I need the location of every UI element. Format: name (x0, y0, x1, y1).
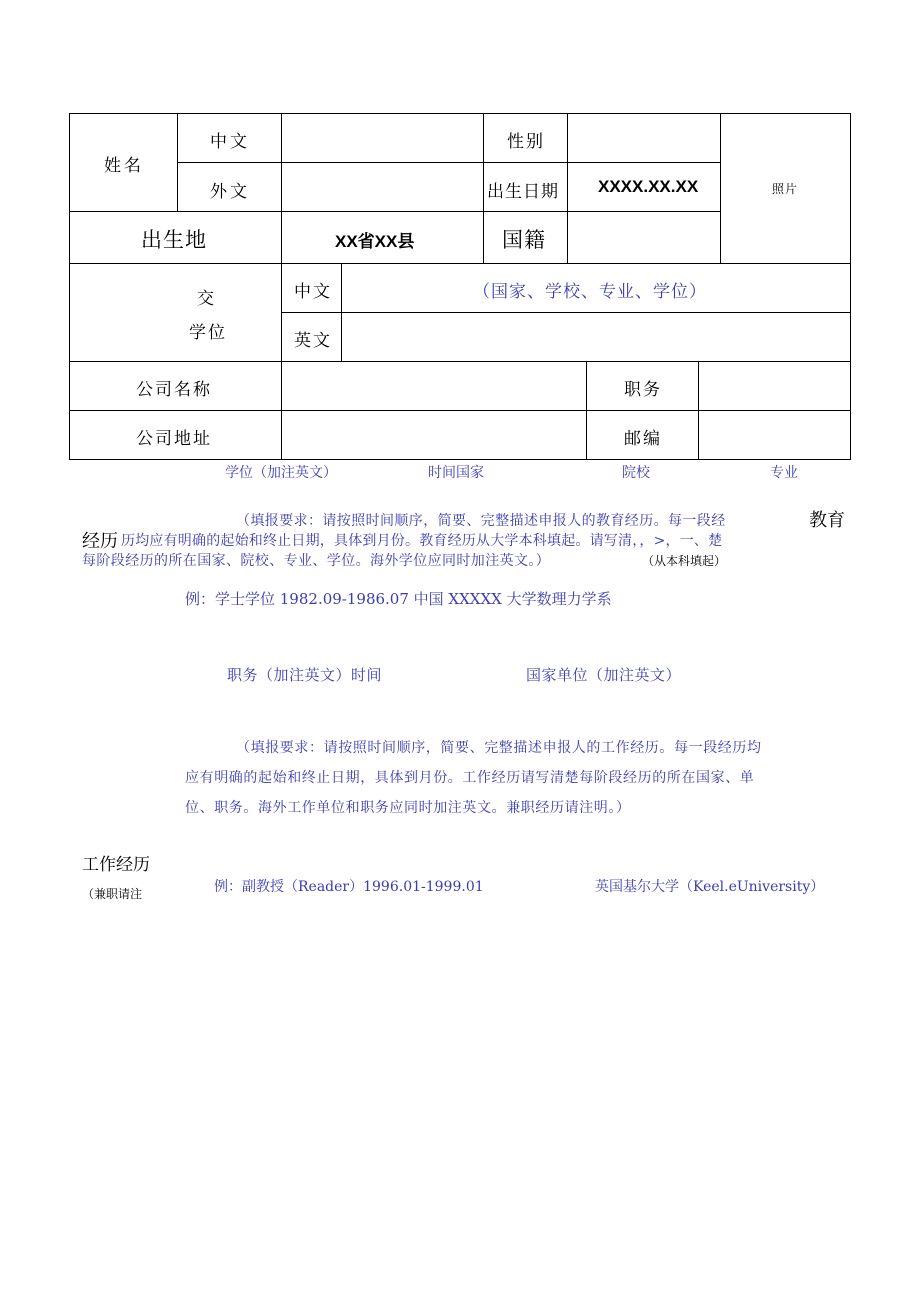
form-grid (69, 113, 851, 460)
foreign-name-label: 外文 (210, 182, 250, 202)
degree-english-input[interactable] (342, 313, 850, 361)
birthplace-value[interactable]: XX省XX县 (335, 232, 415, 251)
degree-label-line2: 学位 (189, 323, 227, 343)
nationality-input[interactable] (568, 212, 720, 263)
edu-req-line3: 每阶段经历的所在国家、院校、专业、学位。海外学位应同时加注英文。） (82, 553, 551, 569)
company-address-label: 公司地址 (136, 429, 212, 449)
work-example-left: 例：副教授（Reader）1996.01-1999.01 (214, 879, 484, 895)
chinese-name-input[interactable] (282, 114, 483, 162)
position-input[interactable] (699, 362, 850, 410)
work-req-line2: 应有明确的起始和终止日期，具体到月份。工作经历请写清楚每阶段经历的所在国家、单 (185, 770, 755, 786)
edu-col-time-country: 时间国家 (428, 465, 484, 481)
birthplace-label: 出生地 (141, 228, 207, 252)
birthdate-value[interactable]: XXXX.XX.XX (598, 177, 699, 196)
edu-col-school: 院校 (622, 465, 650, 481)
company-name-label: 公司名称 (136, 380, 212, 400)
name-label: 姓名 (104, 156, 144, 176)
work-req-line1: （填报要求：请按照时间顺序，简要、完整描述申报人的工作经历。每一段经历均 (236, 740, 762, 756)
nationality-label: 国籍 (502, 228, 546, 252)
degree-chinese-label: 中文 (294, 282, 332, 302)
company-name-input[interactable] (282, 362, 586, 410)
edu-example: 例：学士学位 1982.09-1986.07 中国 XXXXX 大学数理力学系 (185, 590, 612, 608)
work-col-country-unit: 国家单位（加注英文） (526, 666, 682, 684)
edu-col-degree: 学位（加注英文） (225, 465, 337, 481)
gender-input[interactable] (568, 114, 720, 162)
foreign-name-input[interactable] (282, 163, 483, 211)
degree-english-label: 英文 (294, 331, 332, 351)
edu-req-line2: 历均应有明确的起始和终止日期，具体到月份。教育经历从大学本科填起。请写清，，>，一、楚 (121, 533, 723, 549)
edu-req-line1: （填报要求：请按照时间顺序，简要、完整描述申报人的教育经历。每一段经 (236, 513, 726, 529)
edu-req-big2: 经历 (82, 531, 118, 552)
degree-label-line1: 交 (197, 289, 214, 309)
work-col-position-time: 职务（加注英文）时间 (227, 666, 383, 684)
chinese-name-label: 中文 (210, 132, 250, 152)
work-title-note: （兼职请注 (82, 887, 143, 901)
work-req-line3: 位、职务。海外工作单位和职务应同时加注英文。兼职经历请注明。） (185, 800, 631, 816)
edu-req-line3-small: （从本科填起） (642, 554, 727, 568)
postcode-input[interactable] (699, 411, 850, 459)
postcode-label: 邮编 (624, 429, 662, 449)
degree-chinese-hint[interactable]: （国家、学校、专业、学位） (473, 282, 707, 302)
photo-box[interactable] (721, 114, 850, 263)
gender-label: 性别 (507, 132, 545, 152)
position-label: 职务 (624, 380, 662, 400)
birthdate-label: 出生日期 (487, 182, 559, 202)
company-address-input[interactable] (282, 411, 586, 459)
photo-label: 照片 (772, 182, 799, 196)
work-example-right: 英国基尔大学（Keel.eUniversity） (595, 879, 825, 895)
edu-req-big1: 教育 (809, 510, 845, 531)
edu-col-major: 专业 (770, 465, 798, 481)
work-title: 工作经历 (82, 855, 150, 875)
